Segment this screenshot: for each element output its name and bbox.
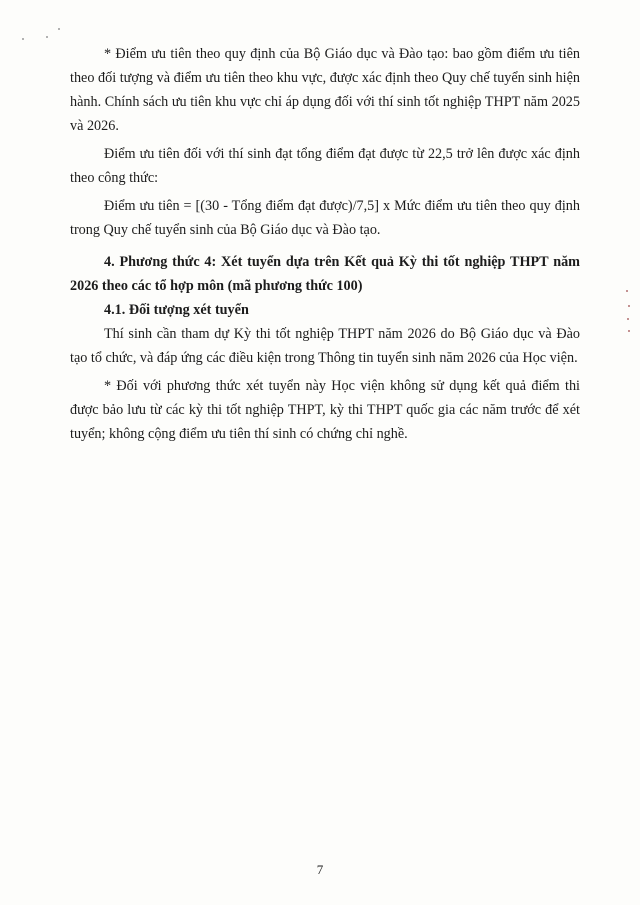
- priority-formula-paragraph: Điểm ưu tiên = [(30 - Tổng điểm đạt được)/7,5] x Mức điểm ưu tiên theo quy định trong Quy chế tuyển sinh của Bộ Giáo dục và Đào tạo.: [70, 198, 580, 238]
- subsection-heading: 4.1. Đối tượng xét tuyển: [104, 302, 249, 318]
- priority-threshold-paragraph: Điểm ưu tiên đối với thí sinh đạt tổng điểm đạt được từ 22,5 trở lên được xác định theo công thức:: [70, 146, 580, 186]
- document-page: [70, 42, 580, 446]
- priority-points-paragraph: * Điểm ưu tiên theo quy định của Bộ Giáo dục và Đào tạo: bao gồm điểm ưu tiên theo đối tượng và điểm ưu tiên theo khu vực, được xác định theo Quy chế tuyển sinh hiện hành. Chính sách ưu tiên khu vực chỉ áp dụng đối với thí sinh tốt nghiệp THPT năm 2025 và 2026.: [70, 46, 580, 134]
- page-number: 7: [316, 862, 324, 877]
- scan-speck: [22, 38, 24, 40]
- scan-speck: [628, 330, 630, 332]
- scan-speck: [626, 290, 628, 292]
- scan-speck: [46, 36, 48, 38]
- scan-speck: [628, 305, 630, 307]
- eligibility-paragraph: Thí sinh cần tham dự Kỳ thi tốt nghiệp THPT năm 2026 do Bộ Giáo dục và Đào tạo tổ chức, và đáp ứng các điều kiện trong Thông tin tuyển sinh năm 2026 của Học viện.: [70, 326, 580, 366]
- scan-speck: [58, 28, 60, 30]
- reserved-scores-note: * Đối với phương thức xét tuyển này Học viện không sử dụng kết quả điểm thi được bảo lưu từ các kỳ thi tốt nghiệp THPT, kỳ thi THPT quốc gia các năm trước để xét tuyển; không cộng điểm ưu tiên thí sinh có chứng chỉ nghề.: [70, 378, 580, 442]
- section-heading: 4. Phương thức 4: Xét tuyển dựa trên Kết quả Kỳ thi tốt nghiệp THPT năm 2026 theo các tổ hợp môn (mã phương thức 100): [70, 254, 580, 294]
- scan-speck: [627, 318, 629, 320]
